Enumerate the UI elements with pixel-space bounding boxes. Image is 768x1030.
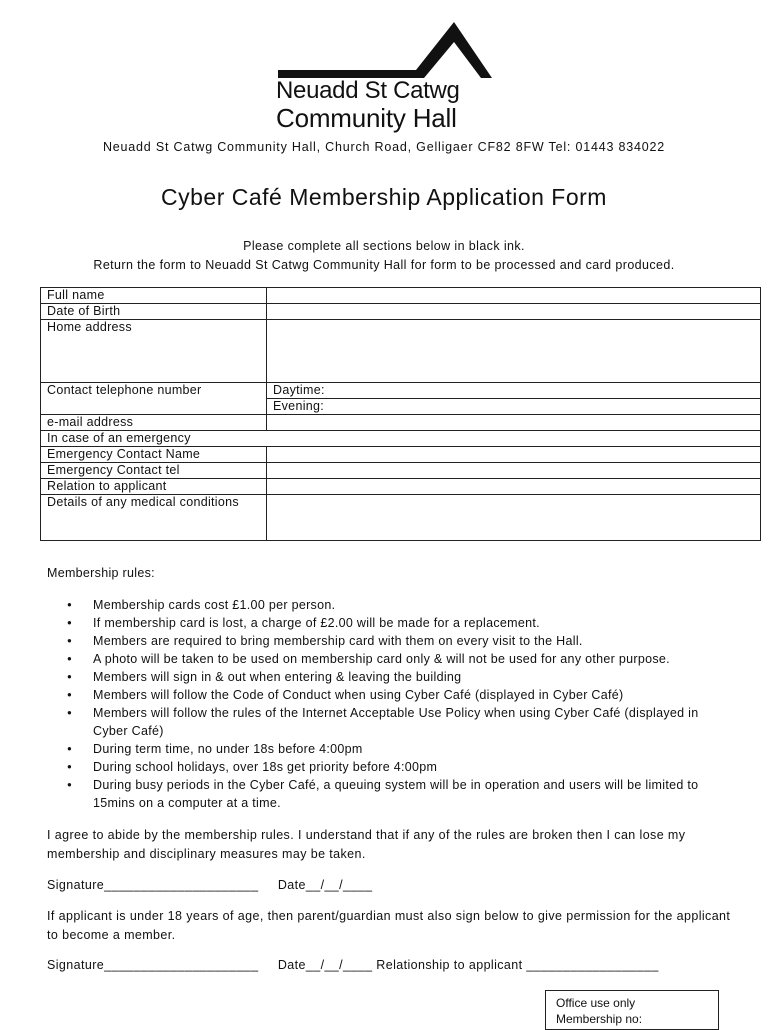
- home-address-label: Home address: [41, 320, 267, 383]
- membership-no-label: Membership no:: [556, 1012, 643, 1026]
- guardian-signature-line[interactable]: Signature_____________________ Date__/__/____ Relationship to applicant __________________: [47, 958, 659, 972]
- emergency-heading: In case of an emergency: [41, 431, 761, 447]
- row-dob: [41, 304, 761, 320]
- contact-tel-label: Contact telephone number: [41, 383, 267, 415]
- instruction-line-2: Return the form to Neuadd St Catwg Community Hall for form to be processed and card produced.: [93, 258, 675, 272]
- emergency-tel-label: Emergency Contact tel: [41, 463, 267, 479]
- medical-field[interactable]: [267, 495, 761, 541]
- row-emergency-heading: [41, 431, 761, 447]
- daytime-field[interactable]: Daytime:: [267, 383, 761, 399]
- row-emergency-tel: [41, 463, 761, 479]
- row-medical: [41, 495, 761, 541]
- dob-field[interactable]: [267, 304, 761, 320]
- rule-item: ● During busy periods in the Cyber Café, a queuing system will be in operation and users will be limited to 15mins on a computer at a time.: [47, 776, 737, 812]
- row-home-address: [41, 320, 761, 383]
- full-name-label: Full name: [41, 288, 267, 304]
- hall-address: Neuadd St Catwg Community Hall, Church Road, Gelligaer CF82 8FW Tel: 01443 834022: [102, 140, 666, 154]
- full-name-field[interactable]: [267, 288, 761, 304]
- row-full-name: [41, 288, 761, 304]
- office-use-box: [545, 990, 719, 1030]
- rules-list: [47, 596, 737, 812]
- rule-item: ● If membership card is lost, a charge of £2.00 will be made for a replacement.: [47, 614, 737, 632]
- row-emergency-name: [41, 447, 761, 463]
- roof-icon: [276, 20, 494, 82]
- agreement-text: I agree to abide by the membership rules. I understand that if any of the rules are broken then I can lose my membership and disciplinary measures may be taken.: [47, 828, 686, 861]
- rule-item: ● Members will sign in & out when entering & leaving the building: [47, 668, 737, 686]
- rule-item: ● Membership cards cost £1.00 per person.: [47, 596, 737, 614]
- relation-field[interactable]: [267, 479, 761, 495]
- home-address-field[interactable]: [267, 320, 761, 383]
- emergency-name-label: Emergency Contact Name: [41, 447, 267, 463]
- relation-label: Relation to applicant: [41, 479, 267, 495]
- logo-line-1: Neuadd St Catwg: [276, 77, 460, 104]
- rule-item: ● During school holidays, over 18s get priority before 4:00pm: [47, 758, 737, 776]
- row-relation: [41, 479, 761, 495]
- rules-heading: Membership rules:: [47, 566, 155, 580]
- emergency-name-field[interactable]: [267, 447, 761, 463]
- page-title: Cyber Café Membership Application Form: [161, 184, 607, 210]
- row-email: [41, 415, 761, 431]
- email-label: e-mail address: [41, 415, 267, 431]
- email-field[interactable]: [267, 415, 761, 431]
- evening-field[interactable]: Evening:: [267, 399, 761, 415]
- application-form-table: [40, 287, 761, 541]
- office-use-label: Office use only: [556, 996, 636, 1010]
- emergency-tel-field[interactable]: [267, 463, 761, 479]
- logo-line-2: Community Hall: [276, 103, 457, 133]
- guardian-text: If applicant is under 18 years of age, then parent/guardian must also sign below to give permission for the applicant to become a member.: [47, 909, 731, 942]
- rule-item: ● Members will follow the rules of the Internet Acceptable Use Policy when using Cyber Café (displayed in Cyber Café): [47, 704, 737, 740]
- applicant-signature-line[interactable]: Signature_____________________ Date__/__/____: [47, 878, 373, 892]
- hall-logo: [276, 20, 494, 132]
- row-contact-tel: [41, 383, 761, 399]
- rule-item: ● A photo will be taken to be used on membership card only & will not be used for any other purpose.: [47, 650, 737, 668]
- instruction-line-1: Please complete all sections below in black ink.: [243, 239, 525, 253]
- rule-item: ● Members will follow the Code of Conduct when using Cyber Café (displayed in Cyber Café): [47, 686, 737, 704]
- medical-label: Details of any medical conditions: [41, 495, 267, 541]
- rule-item: ● During term time, no under 18s before 4:00pm: [47, 740, 737, 758]
- instructions: [0, 237, 768, 275]
- rule-item: ● Members are required to bring membership card with them on every visit to the Hall.: [47, 632, 737, 650]
- dob-label: Date of Birth: [41, 304, 267, 320]
